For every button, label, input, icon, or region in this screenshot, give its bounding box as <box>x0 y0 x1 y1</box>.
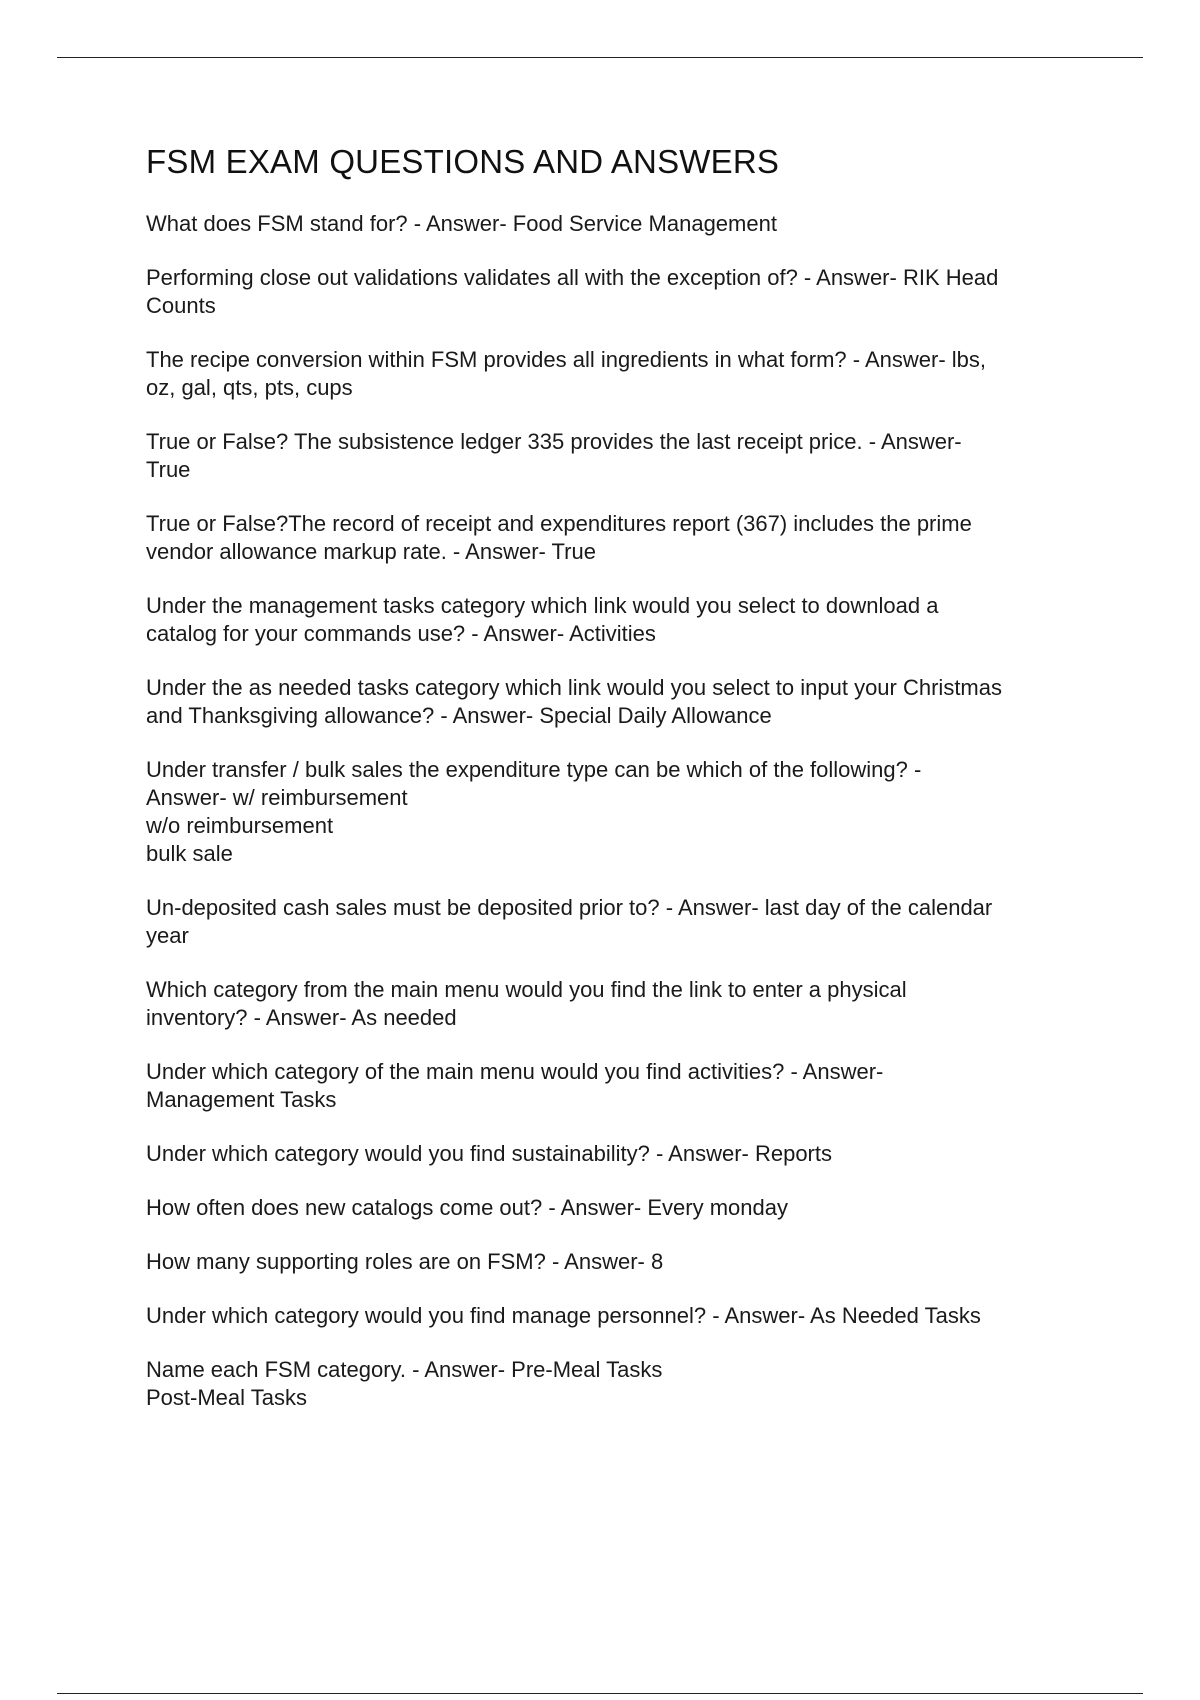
qa-item: Which category from the main menu would you find the link to enter a physical inventory? - Answer- As needed <box>146 977 907 1030</box>
qa-item: Under which category would you find manage personnel? - Answer- As Needed Tasks <box>146 1303 981 1328</box>
bottom-rule <box>57 1693 1143 1694</box>
qa-item: How often does new catalogs come out? - Answer- Every monday <box>146 1195 788 1220</box>
top-rule <box>57 57 1143 58</box>
qa-item: What does FSM stand for? - Answer- Food Service Management <box>146 211 777 236</box>
qa-item: Under transfer / bulk sales the expenditure type can be which of the following? - Answer- w/ reimbursement w/o reimbursement bulk sale <box>146 757 922 866</box>
qa-item: How many supporting roles are on FSM? - Answer- 8 <box>146 1249 664 1274</box>
qa-item: True or False?The record of receipt and expenditures report (367) includes the prime vendor allowance markup rate. - Answer- True <box>146 511 972 564</box>
qa-item: Under which category would you find sustainability? - Answer- Reports <box>146 1141 832 1166</box>
qa-item: Under the management tasks category which link would you select to download a catalog for your commands use? - Answer- Activities <box>146 593 939 646</box>
qa-item: The recipe conversion within FSM provides all ingredients in what form? - Answer- lbs, oz, gal, qts, pts, cups <box>146 347 987 400</box>
qa-item: Performing close out validations validates all with the exception of? - Answer- RIK Head Counts <box>146 265 999 318</box>
document-body <box>146 140 1101 1438</box>
qa-item: Name each FSM category. - Answer- Pre-Meal Tasks Post-Meal Tasks <box>146 1357 663 1410</box>
qa-item: True or False? The subsistence ledger 335 provides the last receipt price. - Answer- True <box>146 429 962 482</box>
qa-item: Un-deposited cash sales must be deposited prior to? - Answer- last day of the calendar year <box>146 895 993 948</box>
qa-item: Under which category of the main menu would you find activities? - Answer- Management Tasks <box>146 1059 884 1112</box>
document-title: FSM EXAM QUESTIONS AND ANSWERS <box>146 143 780 180</box>
qa-item: Under the as needed tasks category which link would you select to input your Christmas and Thanksgiving allowance? - Answer- Special Daily Allowance <box>146 675 1002 728</box>
